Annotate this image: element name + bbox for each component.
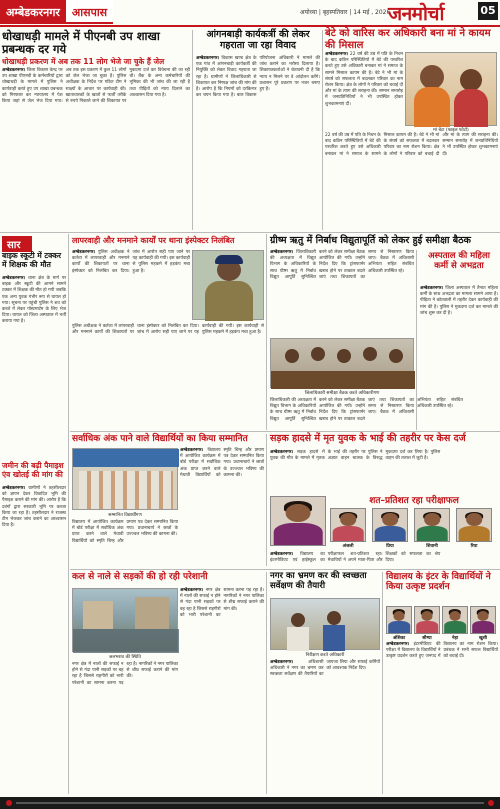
story-6-dateline: अम्बेडकरनगर। — [72, 250, 96, 255]
story-14-student-photo — [414, 606, 440, 634]
column-rule — [266, 434, 267, 566]
story-9-body — [180, 448, 264, 566]
section-rule — [0, 232, 500, 233]
section-tag-secondary: आसपास — [66, 0, 113, 24]
story-4-text: थाना क्षेत्र के मार्ग पर बाइक और स्कूटी की आमने सामने टक्कर में शिक्षक की मौत हो गयी जबकि एक अन्य युवक गंभीर रूप से घायल हो गया। सूचना पर पहुंची पुलिस ने शव को कब्जे में लेकर पोस्टमार्टम के लिए भेज दिया। घायल को जिला अस्पताल में भर्ती कराया गया है। — [2, 276, 66, 325]
story-7-text: जिलाधिकारी की अध्यक्षता में विद्युत विभाग के अधिकारियों के साथ ग्रीष्म ऋतु में निर्बाध विद्युत आपूर्ति सुनिश्चित करने को लेकर समीक्षा बैठक आयोजित की गयी। उन्होंने निर्देश दिए कि ट्रांसफार्मर खराब होने पर तत्काल बदले जाएं तथा शिकायतों का समय से निस्तारण किया जाए। बैठक में अधिशासी अभियंता सहित संबंधित अधिकारी उपस्थित रहे। — [270, 250, 414, 280]
story-8-body — [420, 286, 498, 428]
story-6-headline: लापरवाही और मनमाने कार्यों पर थाना इंस्पेक्टर निलंबित — [72, 236, 235, 245]
story-12-text: नगर क्षेत्र में नालों की सफाई न होने से गंदा पानी सड़कों पर बह रहा है जिससे राहगीरों को भारी परेशानी का सामना करना पड़ रहा है। नागरिकों ने नगर पालिका से शीघ्र सफाई कराने की मांग की। — [180, 588, 264, 618]
story-11-headline: शत–प्रतिशत रहा परीक्षाफल — [369, 496, 459, 506]
story-14-text: इंटरमीडिएट की परीक्षा में विद्यालय के विद्यार्थियों ने उत्कृष्ट प्रदर्शन करते हुए जनपद में विद्यालय का नाम रोशन किया। प्रबंधक ने सभी सफल विद्यार्थियों को बधाई दी। — [386, 642, 498, 660]
story-7-caption: जिलाधिकारी समीक्षा बैठक करते अधिकारीगण — [304, 391, 380, 396]
story-11-student-photo — [414, 508, 450, 542]
section-rule — [70, 431, 500, 432]
story-6-text: पुलिस अधीक्षक ने कर्तव्य में लापरवाही और मनमाने कार्यों की शिकायतों पर थाना इंस्पेक्टर को निलंबित कर दिया। जांच में आरोप सही पाए जाने पर यह कार्यवाही की गयी। इस कार्यवाही से पुलिस महकमे में हड़कंप मचा हुआ है। — [72, 250, 191, 274]
story-11-student-photo — [372, 508, 408, 542]
story-3-text: 22 वर्ष की उम्र में पति के निधन के बाद कठिन परिस्थितियों में बेटे की परवरिश करते हुए उसे अधिकारी बनाकर मां ने समाज के सामने मिसाल कायम की है। बेटे ने भी मां के संघर्ष को सफलता में बदलकर परिवार का नाम रोशन किया। क्षेत्र के लोगों ने परिवार को बधाई दी और मां के त्याग की सराहना की। सम्मान समारोह में जनप्रतिनिधियों ने भी उपस्थित होकर शुभकामनाएं दीं। — [325, 52, 403, 107]
column-rule — [266, 234, 267, 430]
story-11-student-name: प्रिया — [386, 544, 394, 549]
story-7-photo — [270, 338, 414, 388]
story-3-body-b — [325, 133, 498, 229]
story-9-headline: सर्वाधिक अंक पाने वाले विद्यार्थियों का किया सम्मानित — [72, 434, 248, 444]
story-3-photo — [405, 52, 497, 126]
footer-dot-icon — [488, 800, 494, 806]
story-10-dateline: अम्बेडकरनगर। — [270, 450, 294, 455]
story-14-body — [386, 642, 498, 794]
story-2-headline: आंगनबाड़ी कार्यकर्त्री की लेकर गहराता जा रहा विवाद — [206, 29, 310, 51]
section-tag-primary: अम्बेडकरनगर — [0, 0, 66, 24]
story-7-body-cont — [270, 398, 463, 428]
story-2-text: विकास खण्ड क्षेत्र के एक गांव में आंगनबाड़ी कार्यकर्त्री की नियुक्ति को लेकर विवाद गहराता जा रहा है। ग्रामीणों ने जिलाधिकारी से शिकायत कर निष्पक्ष जांच की मांग की है। आरोप है कि नियमों को दरकिनार कर चयन किया गया है। बाल विकास परियोजना अधिकारी ने मामले की जांच कराने का भरोसा दिलाया है। शिकायतकर्ताओं ने चेतावनी दी है कि न्याय न मिलने पर वे आंदोलन करेंगे। प्रशासन पूरे प्रकरण पर नजर बनाए हुए है। — [196, 56, 320, 99]
story-4-headline: बाइक स्कूटी में टक्कर में शिक्षक की मौत — [2, 251, 62, 269]
story-12-photo — [72, 588, 178, 652]
story-1-dek: धोखाधड़ी प्रकरण में अब तक 11 लोग भेजे जा चुके हैं जेल — [2, 57, 165, 66]
story-11-student-photo — [456, 508, 492, 542]
story-12-body — [180, 588, 264, 794]
story-6-body-cont — [72, 324, 264, 428]
story-5-dateline: अम्बेडकरनगर। — [2, 486, 26, 491]
column-rule — [382, 572, 383, 794]
story-14-student-name: खुशी — [479, 636, 487, 641]
story-7-headline: ग्रीष्म ऋतु में निर्बाध विद्युतापूर्ति को लेकर हुई समीक्षा बैठक — [270, 235, 471, 246]
story-12-body-cont — [72, 662, 178, 794]
masthead-logo: जनमोर्चा — [388, 3, 444, 25]
column-rule — [266, 572, 267, 794]
story-9-text: विद्यालय में आयोजित कार्यक्रम में बोर्ड परीक्षा में सर्वाधिक अंक प्राप्त करने वाले मेधावी विद्यार्थियों को स्मृति चिन्ह और प्रमाण पत्र देकर सम्मानित किया गया। प्रधानाचार्य ने छात्रों के उज्ज्वल भविष्य की कामना की। — [180, 448, 264, 478]
story-11-student-name: अंजली — [342, 544, 354, 549]
story-12-dateline: अम्बेडकरनगर। — [180, 588, 204, 593]
story-14-student-name: नेहा — [451, 636, 459, 641]
story-13-headline: नगर का भ्रमण कर की स्वच्छता सर्वेक्षण की तैयारी — [270, 571, 367, 591]
story-1-text: जिला विकास केन्द्र पर उप शाखा पीएनबी के कर्मचारियों द्वारा धोखाधड़ी के मामले में पुलिस ने कार्यवाही करते हुए उप शाखा प्रबन्धक को गिरफ्तार कर न्यायालय में पेश किया जहां से जेल भेज दिया गया। अब तक इस प्रकरण में कुल 11 लोगों को जेल भेजा जा चुका है। पुलिस अधीक्षक के निर्देश पर गठित टीम ने साक्ष्यों के आधार पर कार्यवाही की। खाताधारकों के खातों से फर्जी तरीके से रुपये निकाले जाने की शिकायत पर मुकदमा दर्ज कर विवेचना की जा रही थी। बैंक के अन्य कर्मचारियों की भूमिका की भी जांच की जा रही है तथा पीड़ितों को न्याय दिलाने का आश्वासन दिया गया है। — [2, 68, 190, 105]
column-rule — [416, 250, 417, 430]
story-1-body — [2, 68, 190, 228]
story-14-student-photo — [470, 606, 496, 634]
story-14-student-name: अंशिका — [392, 636, 406, 641]
story-11-student-photo — [330, 508, 366, 542]
story-4-dateline: अम्बेडकरनगर। — [2, 276, 26, 281]
story-3-dateline: अम्बेडकरनगर। — [325, 52, 349, 57]
sar-box-tag: सार — [2, 236, 32, 252]
story-2-dateline: अम्बेडकरनगर। — [196, 56, 220, 61]
story-4-body — [2, 276, 66, 456]
page-footer — [0, 797, 500, 809]
story-9-photo — [72, 448, 178, 510]
story-5-headline: जमीन की बढ़ी पैमाइश एंव खोतई की मांग की — [2, 461, 64, 479]
column-rule — [322, 30, 323, 230]
story-8-headline: अस्पताल की महिला कर्मी से अभद्रता — [428, 251, 490, 271]
page-header — [0, 0, 500, 26]
story-2-body — [196, 56, 320, 228]
story-3-body-a — [325, 52, 403, 130]
story-11-student-name: शिवानी — [426, 544, 438, 549]
story-14-headline: विद्यालय के इंटर के विद्यार्थियों ने किया उत्कृष्ट प्रदर्शन — [386, 572, 491, 593]
story-6-text-cont: पुलिस अधीक्षक ने कर्तव्य में लापरवाही और मनमाने कार्यों की शिकायतों पर थाना इंस्पेक्टर को निलंबित कर दिया। जांच में आरोप सही पाए जाने पर यह कार्यवाही की गयी। इस कार्यवाही से पुलिस महकमे में हड़कंप मचा हुआ है। — [72, 324, 264, 336]
story-12-headline: कल से नाले से सड़कों की हो रही परेशानी — [72, 572, 208, 582]
story-5-body — [2, 486, 66, 794]
header-rule — [0, 25, 500, 27]
section-tabs — [0, 0, 113, 24]
column-rule — [192, 30, 193, 230]
story-8-dateline: अम्बेडकरनगर। — [420, 286, 444, 291]
story-11-text: विद्यालय का इंटरमीडिएट एवं हाईस्कूल का परीक्षाफल शत-प्रतिशत रहा। मेधावियों ने अपने माता-पिता और शिक्षकों को सफलता का श्रेय दिया। — [270, 552, 441, 564]
story-11-student-name: रिया — [470, 544, 478, 549]
story-6-photo — [192, 250, 264, 320]
story-7-dateline: अम्बेडकरनगर। — [270, 250, 294, 255]
story-14-student-photo — [386, 606, 412, 634]
story-13-photo — [270, 598, 380, 650]
story-9-body-cont — [72, 520, 178, 566]
story-12-caption: जलभराव की स्थिति — [109, 655, 141, 660]
story-1-headline: धोखाधड़ी मामले में पीएनबी उप शाखा प्रबन्धक दर गये — [2, 29, 160, 57]
column-rule — [68, 234, 69, 794]
footer-rule — [16, 802, 484, 804]
page-number: 05 — [478, 2, 498, 20]
story-3-headline: बेटे को वारिस कर अधिकारी बना मां ने कायम की मिसाल — [325, 28, 491, 51]
story-13-text: अधिशासी अधिकारी ने नगर का भ्रमण कर स्वच्छता सर्वेक्षण की तैयारियों का जायजा लिया और सफाई कर्मियों को आवश्यक निर्देश दिए। — [270, 660, 380, 678]
footer-dot-icon — [6, 800, 12, 806]
story-9-text-cont: विद्यालय में आयोजित कार्यक्रम में बोर्ड परीक्षा में सर्वाधिक अंक प्राप्त करने वाले मेधावी विद्यार्थियों को स्मृति चिन्ह और प्रमाण पत्र देकर सम्मानित किया गया। प्रधानाचार्य ने छात्रों के उज्ज्वल भविष्य की कामना की। — [72, 520, 178, 544]
story-11-student-photo-main — [270, 496, 326, 546]
story-8-text: जिला अस्पताल में तैनात महिला कर्मी के साथ अभद्रता का मामला सामने आया है। पीड़िता ने कोतवाली में तहरीर देकर कार्यवाही की मांग की है। पुलिस ने मुकदमा दर्ज कर मामले की जांच शुरू कर दी है। — [420, 286, 498, 316]
story-9-dateline: अम्बेडकरनगर। — [180, 448, 204, 453]
story-5-text: ग्रामीणों ने तहसीलदार को ज्ञापन देकर विवादित भूमि की पैमाइश कराने की मांग की। आरोप है कि दबंगों द्वारा सरकारी भूमि पर कब्जा किया जा रहा है। तहसीलदार ने राजस्व टीम भेजकर जांच कराने का आश्वासन दिया है। — [2, 486, 66, 529]
story-7-body — [270, 250, 414, 336]
story-11-body — [270, 552, 498, 568]
story-12-text-cont: नगर क्षेत्र में नालों की सफाई न होने से गंदा पानी सड़कों पर बह रहा है जिससे राहगीरों को भारी परेशानी का सामना करना पड़ रहा है। नागरिकों ने नगर पालिका से शीघ्र सफाई कराने की मांग की। — [72, 662, 178, 686]
story-13-caption: निरीक्षण करते अधिकारी — [305, 653, 345, 658]
header-date: अयोध्या | बृहस्पतिवार | 14 मई , 2026 — [300, 9, 391, 16]
story-14-dateline: अम्बेडकरनगर। — [386, 642, 410, 647]
story-14-student-name: सौम्या — [422, 636, 432, 641]
story-11-dateline: अम्बेडकरनगर। — [270, 552, 294, 557]
story-14-student-photo — [442, 606, 468, 634]
story-13-dateline: अम्बेडकरनगर। — [270, 660, 294, 665]
story-10-body — [270, 450, 498, 494]
story-10-text: सड़क हादसे में युवक की मौत के मामले में मृतक के भाई की तहरीर पर पुलिस ने अज्ञात वाहन चालक के विरुद्ध मुकदमा दर्ज कर लिया है। पुलिस वाहन की तलाश में जुटी है। — [270, 450, 441, 462]
story-3-text-cont: 22 वर्ष की उम्र में पति के निधन के बाद कठिन परिस्थितियों में बेटे की परवरिश करते हुए उसे अधिकारी बनाकर मां ने समाज के सामने मिसाल कायम की है। बेटे ने भी मां के संघर्ष को सफलता में बदलकर परिवार का नाम रोशन किया। क्षेत्र के लोगों ने परिवार को बधाई दी और मां के त्याग की सराहना की। सम्मान समारोह में जनप्रतिनिधियों ने भी उपस्थित होकर शुभकामनाएं दीं। — [325, 133, 498, 157]
story-6-body — [72, 250, 190, 322]
story-7-text-cont: जिलाधिकारी की अध्यक्षता में विद्युत विभाग के अधिकारियों के साथ ग्रीष्म ऋतु में निर्बाध विद्युत आपूर्ति सुनिश्चित करने को लेकर समीक्षा बैठक आयोजित की गयी। उन्होंने निर्देश दिए कि ट्रांसफार्मर खराब होने पर तत्काल बदले जाएं तथा शिकायतों का समय से निस्तारण किया जाए। बैठक में अधिशासी अभियंता सहित संबंधित अधिकारी उपस्थित रहे। — [270, 398, 463, 422]
section-rule — [70, 569, 500, 570]
story-3-caption: मां बेटा (फाइल फोटो) — [433, 128, 469, 133]
story-9-caption: सम्मानित विद्यार्थीगण — [108, 513, 142, 518]
story-10-headline: सड़क हादसे में मृत युवक के भाई की तहरीर पर केस दर्ज — [270, 433, 466, 444]
story-13-body — [270, 660, 380, 794]
story-1-dateline: अम्बेडकरनगर। — [2, 68, 26, 73]
